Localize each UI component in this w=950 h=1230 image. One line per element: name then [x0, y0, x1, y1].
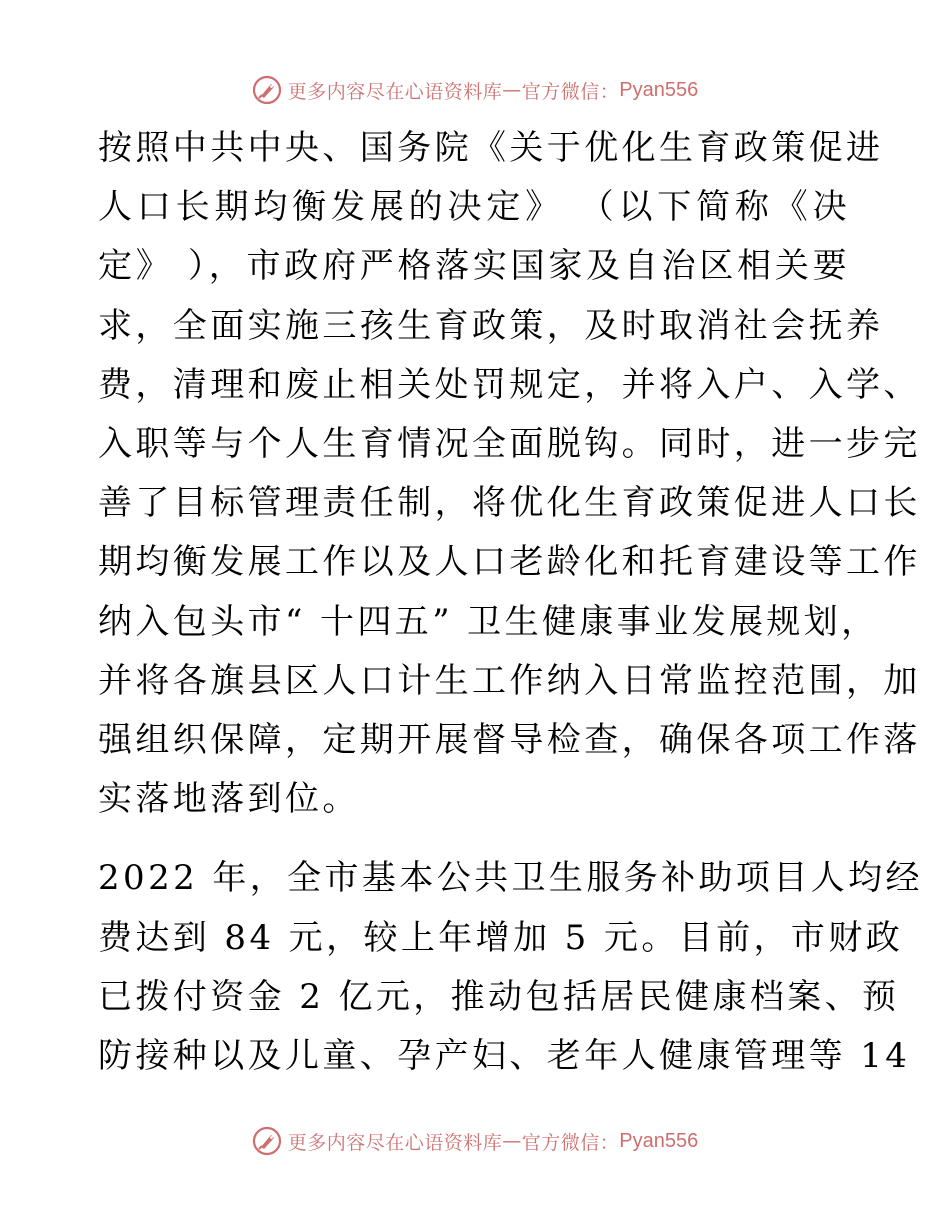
pen-nib-logo-icon — [252, 1126, 282, 1156]
text-line: 纳入包头市“ 十四五” 卫生健康事业发展规划， — [98, 601, 879, 642]
watermark-text: 更多内容尽在心语资料库 — [287, 80, 503, 103]
text-line: 2022 年，全市基本公共卫生服务补助项目人均经 — [98, 858, 923, 899]
text-line: 人口长期均衡发展的决定》 （以下简称《决 — [98, 187, 850, 228]
text-line: 实落地落到位。 — [98, 779, 360, 820]
watermark-text: 更多内容尽在心语资料库 — [287, 1131, 503, 1154]
text-line: 善了目标管理责任制，将优化生育政策促进人口长 — [98, 483, 921, 524]
document-body — [98, 119, 923, 1086]
text-line: 期均衡发展工作以及人口老龄化和托育建设等工作 — [98, 542, 921, 583]
pen-nib-logo-icon — [252, 75, 282, 105]
watermark-separator: — — [502, 79, 522, 101]
text-line: 已拨付资金 2 亿元，推动包括居民健康档案、预 — [98, 976, 900, 1017]
watermark-contact-id: Pyan556 — [619, 78, 699, 101]
text-line: 按照中共中央、国务院《关于优化生育政策促进 — [98, 128, 884, 168]
text-line: 防接种以及儿童、孕产妇、老年人健康管理等 14 — [98, 1036, 911, 1077]
paragraph-1 — [98, 119, 921, 829]
watermark-contact-id: Pyan556 — [619, 1129, 699, 1152]
text-line: 定》 ），市政府严格落实国家及自治区相关要 — [98, 246, 850, 287]
text-line: 费，清理和废止相关处罚规定，并将入户、入学、 — [98, 364, 921, 405]
header-watermark — [0, 70, 950, 110]
text-line: 费达到 84 元，较上年增加 5 元。目前，市财政 — [98, 917, 904, 958]
watermark-contact-label: 官方微信： — [521, 80, 620, 103]
paragraph-2 — [98, 849, 923, 1086]
text-line: 入职等与个人生育情况全面脱钩。同时，进一步完 — [98, 424, 921, 465]
watermark-separator: — — [502, 1130, 522, 1152]
text-line: 强组织保障，定期开展督导检查，确保各项工作落 — [98, 720, 921, 761]
text-line: 求，全面实施三孩生育政策，及时取消社会抚养 — [98, 305, 884, 346]
text-line: 并将各旗县区人口计生工作纳入日常监控范围，加 — [98, 660, 921, 701]
footer-watermark — [0, 1121, 950, 1161]
watermark-contact-label: 官方微信： — [521, 1131, 620, 1154]
